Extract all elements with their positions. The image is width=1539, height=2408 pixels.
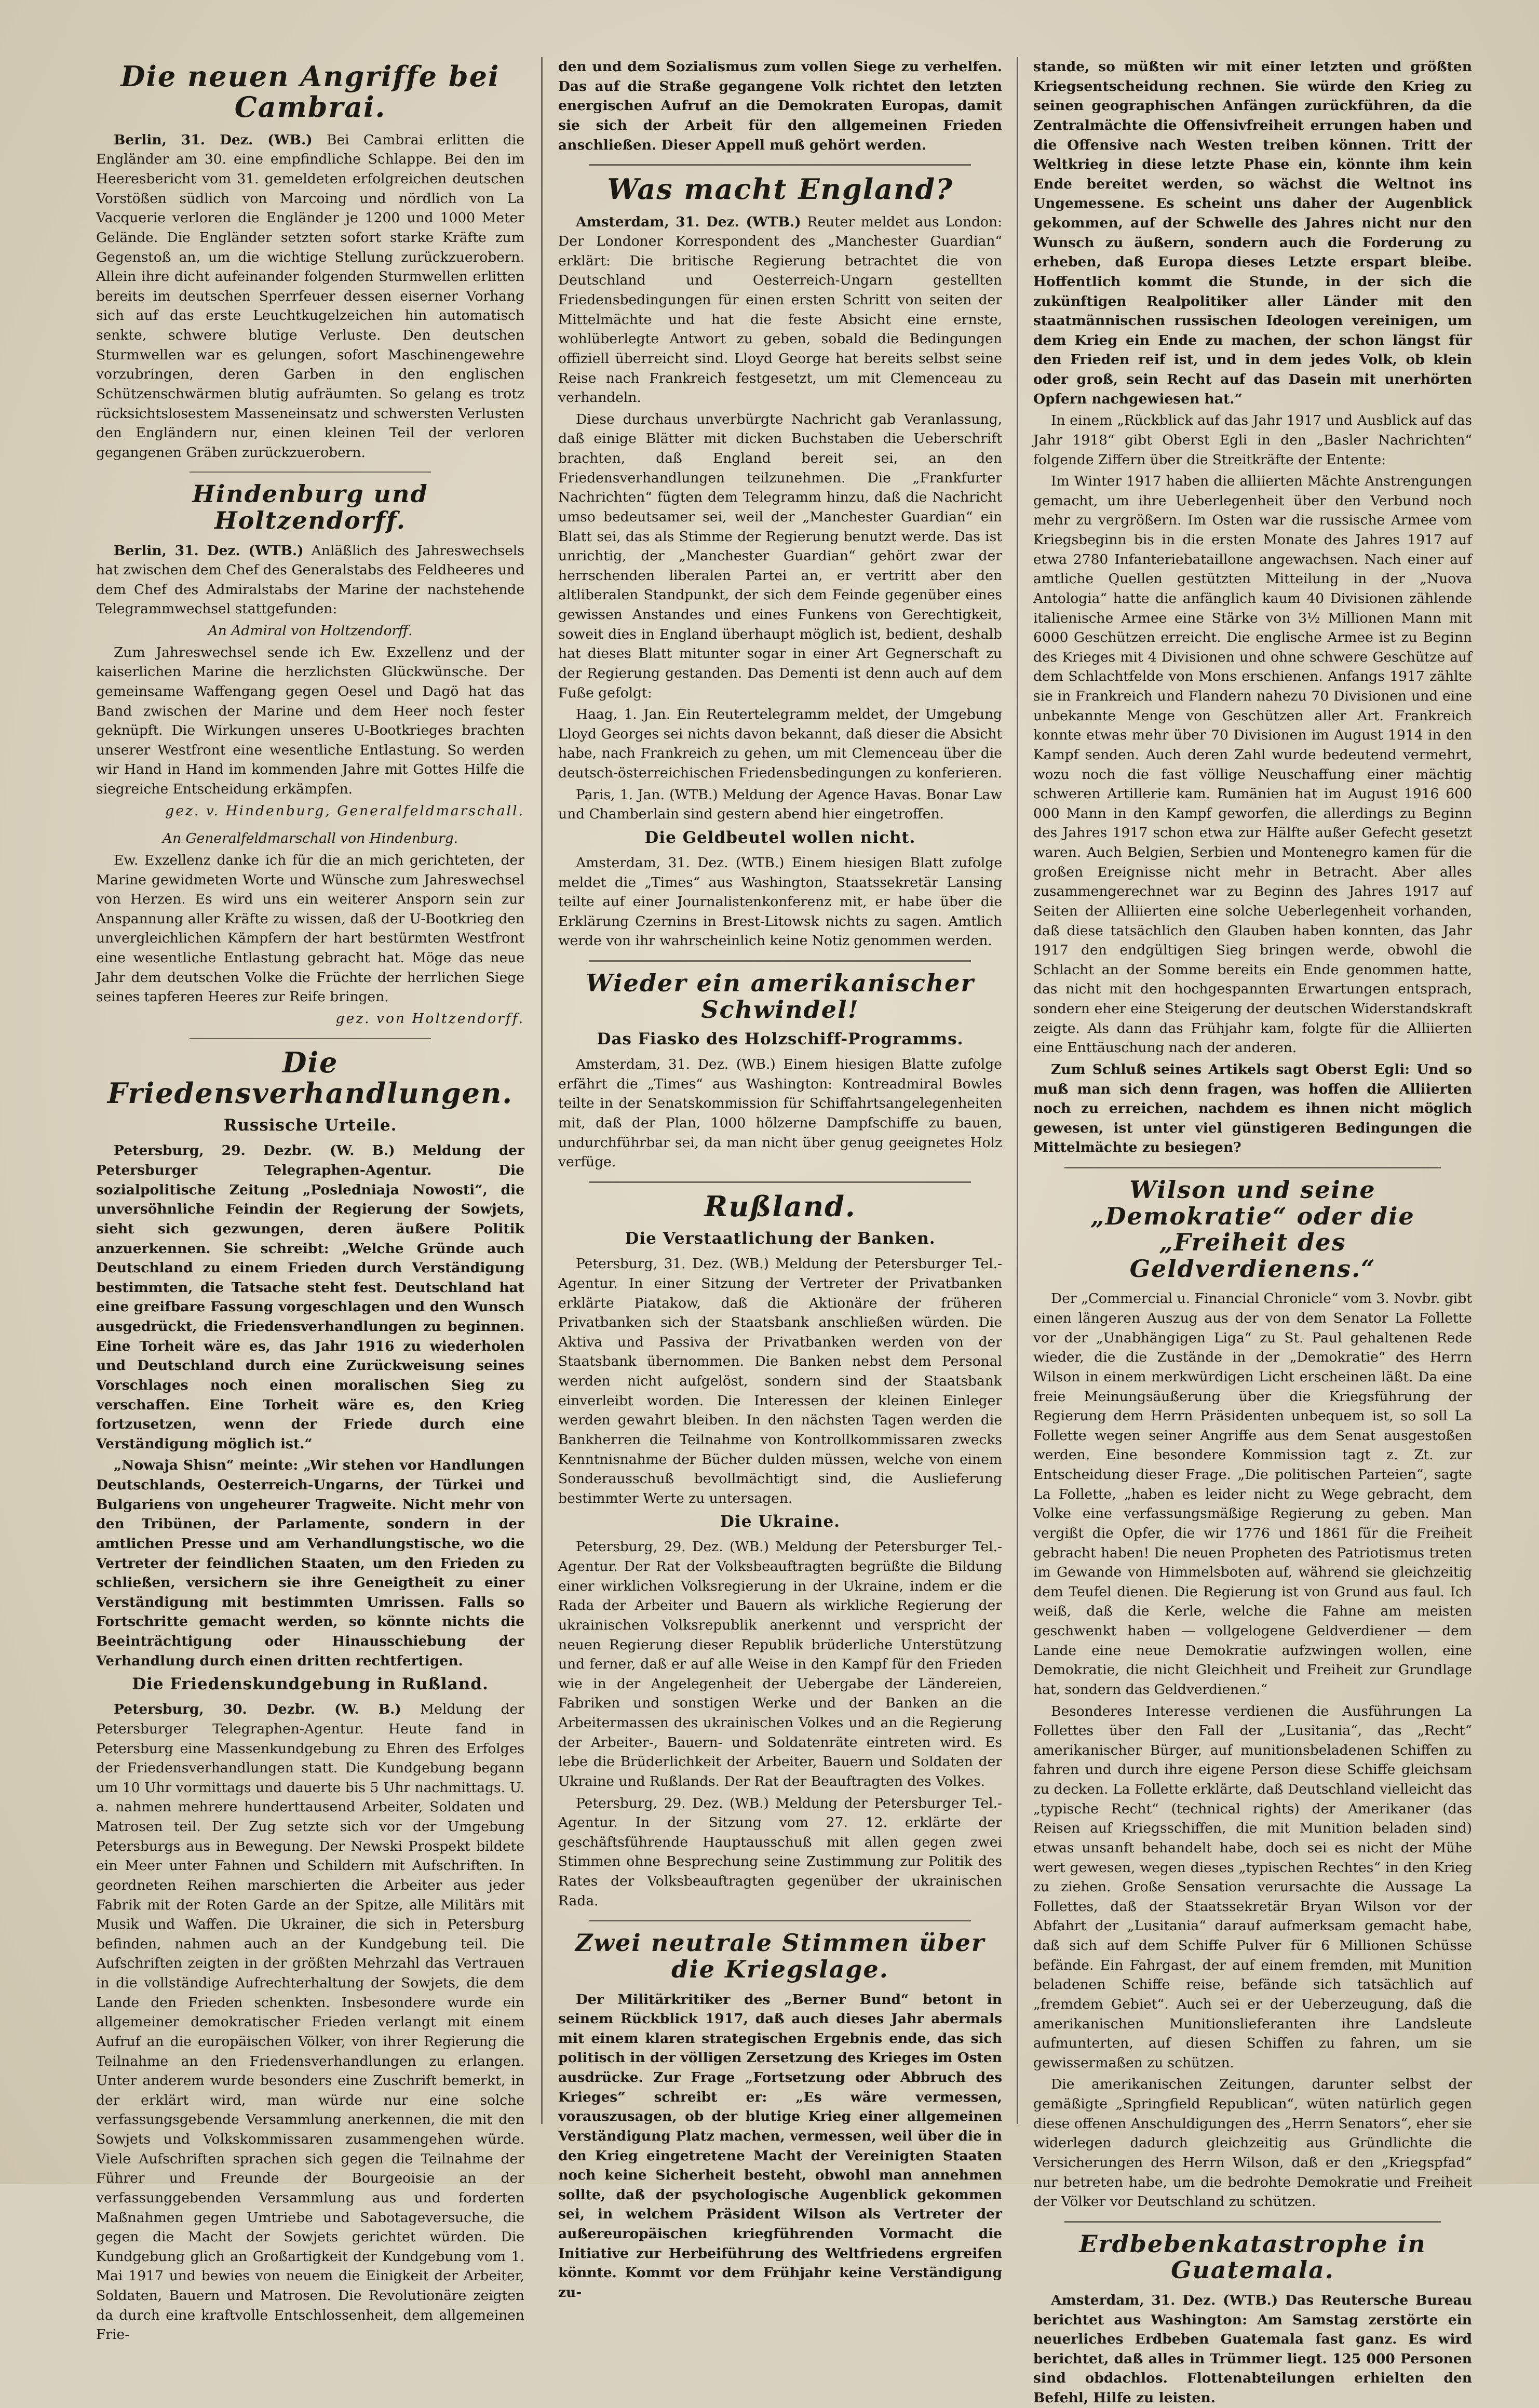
article-body: Die amerikanischen Zeitungen, darunter selbst der gemäßigte „Springfield Republican“, wüten natürlich gegen diese offenen Anschuldigungen des „Herrn Senators“, eher sie widerlegen dadurch gleichzeitig aus Gründlichte die Versicherungen des Herrn Wilson, daß er den „Kriegspfad“ nur betreten habe, um die bedrohte Demokratie und Freiheit der Völker vor Deutschland zu schützen. [1033,2076,1472,2210]
article-body: Paris, 1. Jan. (WTB.) Meldung der Agence Havas. Bonar Law und Chamberlain sind gestern abend hier eingetroffen. [558,786,1002,823]
headline-england: Was macht England? [607,172,953,206]
addressee: An Admiral von Holtzendorff. [208,623,413,639]
article-body: Zum Schluß seines Artikels sagt Oberst Egli: Und so muß man sich denn fragen, was hoffen die Alliierten noch zu erreichen, nachdem es ihnen nicht möglich gewesen, ist unter viel günstigeren Bedingungen die Mittelmächte zu besiegen? [1033,1061,1472,1156]
separator [1064,2221,1441,2223]
headline-cambrai: Die neuen Angriffe bei Cambrai. [120,60,500,124]
headline-guatemala: Erdbebenkatastrophe in Guatemala. [1079,2229,1426,2284]
article-body: Petersburg, 30. Dezbr. (W. B.) Meldung der Petersburger Telegraphen-Agentur. Heute fand in Petersburg eine Massenkundgebung zu Ehren des Erfolges der Friedensverhandlungen statt. Die Kundgebung begann um 10 Uhr vormittags und dauerte bis 5 Uhr nachmittags. U. a. nahmen mehrere hunderttausend Arbeiter, Soldaten und Matrosen teil. Der Zug setzte sich vor der Umgebung Petersburgs aus in Bewegung. Der Newski Prospekt bildete ein Meer unter Fahnen und Schildern mit Aufschriften. In geordneten Reihen marschierten die Arbeiter aus jeder Fabrik mit der Roten Garde an der Spitze, alle Militärs mit Musik und Waffen. Die Ukrainer, die sich in Petersburg befinden, nahmen auch an der Kundgebung teil. Die Aufschriften zeigten in der größten Mehrzahl das Vertrauen in die vollständige Aufrechterhaltung der Sowjets, die dem Lande den Frieden schenkten. Insbesondere wurde ein allgemeiner demokratischer Frieden verlangt mit einem Aufruf an die europäischen Völker, von ihrer Regierung die Teilnahme an den Friedensverhandlungen zu erlangen. Unter anderem wurde besonders eine Zuschrift bemerkt, in der erklärt wird, man würde nur eine solche verfassungsgebende Versammlung anerkennen, die mit den Sowjets und Volkskommissaren zusammengehen würde. Viele Aufschriften sprachen sich gegen die Teilnahme der Führer und Freunde der Bourgeoisie an der verfassunggebenden Versammlung aus und forderten Maßnahmen gegen Umtriebe und Sabotageversuche, die gegen die Macht der Sowjets gerichtet würden. Die Kundgebung glich an Großartigkeit der Kundgebung vom 1. Mai 1917 und bewies von neuem die Einigkeit der Arbeiter, Soldaten, Bauern und Matrosen. Die Revolutionäre zeigten da durch eine kraftvolle Entschlossenheit, dem allgemeinen Frie- [96,1701,524,2343]
separator [589,1920,971,1921]
signature: gez. v. Hindenburg, Generalfeldmarschall. [165,802,524,819]
article-body: Berlin, 31. Dez. (WB.) Bei Cambrai erlitten die Engländer am 30. eine empfindliche Schlappe. Bei den im Heeresbericht vom 31. gemeldeten erfolgreichen deutschen Vorstößen südlich von Marcoing und nördlich von La Vacquerie verloren die Engländer je 1200 und 1000 Meter Gelände. Die Engländer setzten sofort starke Kräfte zum Gegenstoß an, um die wichtige Stellung zurückzuerobern. Allein ihre dicht aufeinander folgenden Sturmwellen erlitten bereits im deutschen Sperrfeuer dessen eiserner Vorhang sich auf das erste Leuchtkugelzeichen hin automatisch senkte, schwere blutige Verluste. Den deutschen Sturmwellen war es gelungen, sofort Maschinengewehre vorzubringen, deren Garben in den englischen Schützenschwärmen blutig aufräumten. So gelang es trotz rücksichtslosestem Masseneinsatz und schwersten Verlusten den Engländern nur, einen kleinen Teil der verloren gegangenen Gräben zurückzuerobern. [96,131,524,461]
article-body: Der Militärkritiker des „Berner Bund“ betont in seinem Rückblick 1917, daß auch dieses Jahr abermals mit einem klaren strategischen Ergebnis ende, das sich politisch in der völligen Zersetzung des Krieges im Osten ausdrücke. Zur Frage „Fortsetzung oder Abbruch des Krieges“ schreibt er: „Es wäre vermessen, vorauszusagen, ob der blutige Krieg einer allgemeinen Verständigung Platz machen, vermessen, weil über die in den Krieg eingetretene Macht der Vereinigten Staaten noch keine Sicherheit besteht, obwohl man annehmen sollte, daß der psychologische Augenblick gekommen sei, in welchem Präsident Wilson als Vertreter der außereuropäischen kriegführenden Vormacht die Initiative zur Herbeiführung des Weltfriedens ergreifen könnte. Kommt vor dem Frühjahr keine Verständigung zu- [558,1991,1002,2301]
article-russland [558,1191,1002,1911]
article-schwindel [558,970,1002,1172]
article-body: Im Winter 1917 haben die alliierten Mächte Anstrengungen gemacht, um ihre Ueberlegenheit über den Verbund noch mehr zu vergrößern. Im Osten war die russische Armee vom Kriegsbeginn bis in die ersten Monate des Jahres 1917 auf etwa 2780 Infanteriebataillone angewachsen. Nach einer auf amtliche Quellen gestützten Mitteilung in der „Nuova Antologia“ hatte die anfänglich kaum 40 Divisionen zählende italienische Armee eine Stärke von 3½ Millionen Mann mit 6000 Geschützen erreicht. Die englische Armee ist zu Beginn des Krieges mit 4 Divisionen und ohne schwere Geschütze auf dem Schlachtfelde von Mons erschienen. Anfangs 1917 zählte sie in Frankreich und Flandern nahezu 70 Divisionen und eine unbekannte Menge von Geschützen aller Art. Frankreich konnte etwas mehr über 70 Divisionen im August 1914 in den Kampf senden. Auch deren Zahl wurde bedeutend vermehrt, wozu noch die fast völlige Neuschaffung einer mächtig schweren Artillerie kam. Rumänien hat im August 1916 600 000 Mann in den Kampf geworfen, die allerdings zu Beginn des Jahres 1917 schon etwa zur Hälfte außer Gefecht gesetzt waren. Auch Belgien, Serbien und Montenegro kamen für die großen Ereignisse nicht mehr in Betracht. Aber alles zusammengerechnet war zu Beginn des Jahres 1917 auf Seiten der Alliierten eine solche Ueberlegenheit vorhanden, daß diese tatsächlich den Glauben haben konnten, das Jahr 1917 den endgültigen Sieg bringen werde, obwohl die Schlacht an der Somme bereits ein Ende genommen hatte, das nicht mit den hochgespannten Erwartungen entsprach, sondern eher eine Steigerung der deutschen Widerstandskraft zeigte. Als dann das Frühjahr kam, folgte für die Alliierten eine Enttäuschung nach der anderen. [1033,473,1472,1056]
article-wilson [1033,1177,1472,2212]
article-body: Besonderes Interesse verdienen die Ausführungen La Follettes über den Fall der „Lusitania“, das „Recht“ amerikanischer Bürger, auf munitionsbeladenen Schiffen zu fahren und durch ihre eigene Person diese Schiffe gleichsam zu decken. La Follette erklärte, daß Deutschland vielleicht das „typische Recht“ (technical rights) der Amerikaner (das Reisen auf Kriegsschiffen, die mit Munition beladen sind) etwas unsanft behandelt habe, doch sei es nicht der Mühe wert gewesen, wegen dieses „typischen Rechtes“ in den Krieg zu ziehen. Große Sensation verursachte die Aussage La Follettes, daß der Staatssekretär Bryan Wilson vor der Abfahrt der „Lusitania“ darauf aufmerksam gemacht habe, daß sich auf dem Schiffe Pulver für 6 Millionen Schüsse befände. Ein Fahrgast, der auf einem fremden, mit Munition beladenen Schiffe reise, befände sich tatsächlich auf „fremdem Gebiet“. Auch sei er der Ueberzeugung, daß die amerikanischen Munitionslieferanten ihre Landsleute aufmunterten, auf diesen Schiffen zu fahren, um sie gewissermaßen zu schützen. [1033,1703,1472,2071]
article-england [558,174,1002,951]
article-body: Amsterdam, 31. Dez. (WTB.) Einem hiesigen Blatt zufolge meldet die „Times“ aus Washington, Staatssekretär Lansing teilte auf einer Journalistenkonferenz mit, er habe über die Erklärung Czernins in Brest-Litowsk nichts zu sagen. Amtlich werde von ihr wahrscheinlich keine Notiz genommen werden. [558,854,1002,949]
article-hindenburg [96,481,524,1028]
separator [589,1181,971,1183]
article-body: Petersburg, 29. Dez. (WB.) Meldung der Petersburger Tel.-Agentur. Der Rat der Volksbeauftragten begrüßte die Bildung einer wirklichen Volksregierung in der Ukraine, indem er die Rada der Arbeiter und Bauern als wirkliche Regierung der ukrainischen Volksrepublik anerkennt und verspricht der neuen Regierung dieser Republik brüderliche Unterstützung und ferner, daß er auf alle Weise in den Kampf für den Frieden wie in der Angelegenheit der Uebergabe der Ländereien, Fabriken und sonstigen Werke und der Banken an die Arbeitermassen des ukrainischen Volkes und an die Regierung der Arbeiter-, Bauern- und Soldatenräte eintreten wird. Es lebe die Brüderlichkeit der Arbeiter, Bauern und Soldaten der Ukraine und Rußlands. Der Rat der Beauftragten des Volkes. [558,1539,1002,1790]
article-body: Petersburg, 31. Dez. (WB.) Meldung der Petersburger Tel.-Agentur. In einer Sitzung der Vertreter der Privatbanken erklärte Piatakow, daß die Aktionäre der früheren Privatbanken sich der Staatsbank anschließen würden. Die Aktiva und Passiva der Privatbanken werden von der Staatsbank übernommen. Die Banken nebst dem Personal werden nicht aufgelöst, sondern sind der Staatsbank einverleibt worden. Die Interessen der kleinen Einleger werden gewahrt bleiben. In den nächsten Tagen werden die Bankherren die Teilnahme von Kontrollkommissaren zwecks Kenntnisnahme der Bücher dulden müssen, welche von einem Sonderausschuß bevollmächtigt sind, die Auslieferung bestimmter Werte zu untersagen. [558,1256,1002,1506]
article-cambrai [96,61,524,462]
subheadline: Die Ukraine. [720,1512,840,1531]
subheadline: Das Fiasko des Holzschiff-Programms. [597,1030,964,1049]
column-3 [1033,57,1472,2406]
column-2 [558,57,1002,2301]
article-body: In einem „Rückblick auf das Jahr 1917 und Ausblick auf das Jahr 1918“ gibt Oberst Egli in den „Basler Nachrichten“ folgende Ziffern über die Streitkräfte der Entente: [1033,412,1472,468]
separator [190,1038,431,1039]
article-friedensverhandlungen [96,1047,524,2345]
article-body: Berlin, 31. Dez. (WTB.) Anläßlich des Jahreswechsels hat zwischen dem Chef des Generalstabs des Feldheeres und dem Chef des Admiralstabs der Marine der nachstehende Telegrammwechsel stattgefunden: [96,542,524,617]
subheadline: Die Friedenskundgebung in Rußland. [132,1675,489,1694]
headline-schwindel: Wieder ein amerikanischer Schwindel! [586,969,975,1024]
article-body: Haag, 1. Jan. Ein Reutertelegramm meldet, der Umgebung Lloyd Georges sei nichts davon bekannt, daß dieser die Absicht habe, nach Frankreich zu gehen, um mit Clemenceau über die deutsch-österreichischen Friedensbedingungen zu konferieren. [558,706,1002,782]
article-body: Amsterdam, 31. Dez. (WTB.) Das Reutersche Bureau berichtet aus Washington: Am Samstag zerstörte ein neuerliches Erdbeben Guatemala fast ganz. Es wird berichtet, daß alles in Trümmer liegt. 125 000 Personen sind obdachlos. Flottenabteilungen erhielten den Befehl, Hilfe zu leisten. [1033,2292,1472,2406]
article-body: Petersburg, 29. Dezbr. (W. B.) Meldung der Petersburger Telegraphen-Agentur. Die sozialpolitische Zeitung „Posledniaja Nowosti“, die unversöhnliche Feindin der Regierung der Sowjets, sieht sich gezwungen, deren äußere Politik anzuerkennen. Sie schreibt: „Welche Gründe auch Deutschland zu einem Frieden durch Verständigung bestimmten, die Tatsache steht fest. Deutschland hat eine greifbare Fassung vorgeschlagen und den Wunsch ausgedrückt, die Friedensverhandlungen zu beginnen. Eine Torheit wäre es, das Jahr 1916 zu wiederholen und Deutschland durch eine Zurückweisung seines Vorschlages noch einen moralischen Sieg zu verschaffen. Eine Torheit wäre es, den Krieg fortzusetzen, wenn der Friede durch eine Verständigung möglich ist.“ [96,1142,524,1452]
headline-friedensverhandlungen: Die Friedensverhandlungen. [107,1045,514,1110]
article-body: Der „Commercial u. Financial Chronicle“ vom 3. Novbr. gibt einen längeren Auszug aus der von dem Senator La Follette vor der „Unabhängigen Liga“ zu St. Paul gehaltenen Rede wieder, die die Zustände in der „Demokratie“ des Herrn Wilson in einem merkwürdigen Licht erscheinen läßt. Da eine freie Meinungsäußerung über die Kriegsführung der Regierung dem Herrn Präsidenten unbequem ist, so soll La Follette wegen seiner Angriffe aus dem Senat ausgestoßen werden. Eine besondere Kommission tagt z. Zt. zur Entscheidung dieser Frage. „Die politischen Parteien“, sagte La Follette, „haben es leider nicht zu Wege gebracht, dem Volke eine verfassungsmäßige Regierung zu geben. Man vergißt die Opfer, die wir 1776 und 1861 für die Freiheit gebracht haben! Die neuen Propheten des Patriotismus treten im Gewande von Himmelsboten auf, während sie gleichzeitig dem Teufel dienen. Die Regierung ist von Grund aus faul. Ich weiß, daß die Kerle, welche die Fahne am meisten geschwenkt haben — vollgelogene Geldverdiener — dem Lande eine neue Demokratie aufzwingen wollen, eine Demokratie, die nicht Gleichheit und Freiheit zur Grundlage hat, sondern das Geldverdienen.“ [1033,1290,1472,1698]
separator [589,164,971,166]
column-rule [1017,57,1018,2124]
article-guatemala [1033,2231,1472,2408]
column-rule [541,57,543,2124]
separator [1064,1167,1441,1168]
article-body: Amsterdam, 31. Dez. (WTB.) Reuter meldet aus London: Der Londoner Korrespondent des „Manchester Guardian“ erklärt: Die britische Regierung betrachtet die von Deutschland und Oesterreich-Ungarn gestellten Friedensbedingungen für einen ersten Schritt von seiten der Mittelmächte und hat die feste Absicht eine ernste, wohlüberlegte Antwort zu geben, sobald die Bedingungen offiziell überreicht sind. Lloyd George hat bereits selbst seine Reise nach Frankreich festgesetzt, um mit Clemenceau zu verhandeln. [558,213,1002,406]
headline-russland: Rußland. [704,1189,856,1223]
column-1 [96,57,524,2343]
headline-wilson: Wilson und seine „Demokratie“ oder die „Freiheit des Geldverdienens.“ [1090,1176,1415,1283]
continued-text: den und dem Sozialismus zum vollen Siege zu verhelfen. Das auf die Straße gegangene Volk richtet den letzten energischen Aufruf an die Demokraten Europas, damit sie sich der Arbeit für den allgemeinen Frieden anschließen. Dieser Appell muß gehört werden. [558,59,1002,153]
headline-neutrale-stimmen: Zwei neutrale Stimmen über die Kriegslage. [575,1929,986,1983]
article-body: Diese durchaus unverbürgte Nachricht gab Veranlassung, daß einige Blätter mit dicken Buchstaben die Ueberschrift brachten, daß England bereit sei, an den Friedensverhandlungen teilzunehmen. Die „Frankfurter Nachrichten“ fügten dem Telegramm hinzu, daß die Nachricht umso bedeutsamer sei, weil der „Manchester Guardian“ ein Blatt sei, das als Stimme der Regierung benutzt werde. Das ist unrichtig, der „Manchester Guardian“ gehört zwar der herrschenden liberalen Partei an, er vertritt aber den altliberalen Standpunkt, der sich dem Feinde gegenüber eines gewissen Anstandes und eines Funkens von Gerechtigkeit, soweit dies in England überhaupt möglich ist, bedient, deshalb hat dieses Blatt mitunter sogar in einer Art Gegnerschaft zu der Regierung gestanden. Das Dementi ist denn auch auf dem Fuße gefolgt: [558,411,1002,701]
subheadline: Die Verstaatlichung der Banken. [625,1229,936,1248]
separator [589,960,971,962]
separator [190,472,431,473]
addressee: An Generalfeldmarschall von Hindenburg. [162,830,458,847]
signature: gez. von Holtzendorff. [335,1010,524,1027]
dateline: Berlin, 31. Dez. (WB.) [114,131,313,148]
article-body: Petersburg, 29. Dez. (WB.) Meldung der Petersburger Tel.-Agentur. In der Sitzung vom 27. 12. erklärte der geschäftsführende Hauptausschuß mit allen gegen zwei Stimmen ohne Besprechung seine Zustimmung zur Politik des Rates der Volksbeauftragten gegenüber der ukrainischen Rada. [558,1795,1002,1909]
article-body: Amsterdam, 31. Dez. (WB.) Einem hiesigen Blatte zufolge erfährt die „Times“ aus Washington: Kontreadmiral Bowles teilte in der Senatskommission für Schiffahrtsangelegenheiten mit, daß der Plan, 1000 hölzerne Dampfschiffe zu bauen, undurchführbar sei, da man nicht über genug geeignetes Holz verfüge. [558,1056,1002,1171]
subheadline: Die Geldbeutel wollen nicht. [644,828,916,847]
article-body: „Nowaja Shisn“ meinte: „Wir stehen vor Handlungen Deutschlands, Oesterreich-Ungarns, der Türkei und Bulgariens von ungeheurer Tragweite. Nicht mehr von den Tribünen, der Parlamente, sondern in der amtlichen Presse und am Verhandlungstische, wo die Vertreter der feindlichen Staaten, um den Frieden zu schließen, versichern sie ihre Geneigtheit zu einer Verständigung mit bestimmten Umrissen. Falls so Fortschritte gemacht werden, so könnte nichts die Beeinträchtigung oder Hinausschiebung der Verhandlung durch einen dritten rechtfertigen. [96,1457,524,1669]
subheadline: Russische Urteile. [223,1116,397,1135]
telegram-text: Ew. Exzellenz danke ich für die an mich gerichteten, der Marine gewidmeten Worte und Wünsche zum Jahreswechsel von Herzen. Es wird uns ein weiterer Ansporn sein zur Anspannung aller Kräfte zu wissen, daß der U-Bootkrieg den unvergleichlichen Kämpfern der hart bestürmten Westfront eine wesentliche Entlastung gebracht hat. Möge das neue Jahr dem deutschen Volke die Früchte der herrlichen Siege seines tapferen Heeres zur Reife bringen. [96,852,524,1005]
headline-hindenburg: Hindenburg und Holtzendorff. [192,480,428,534]
article-neutrale-stimmen [558,1930,1002,2302]
telegram-text: Zum Jahreswechsel sende ich Ew. Exzellenz und der kaiserlichen Marine die herzlichsten Glückwünsche. Der gemeinsame Waffengang gegen Oesel und Dagö hat das Band zwischen der Marine und dem Heer noch fester geknüpft. Die Wirkungen unseres U-Bootkrieges brachten unserer Westfront eine wesentliche Entlastung. So werden wir Hand in Hand im kommenden Jahre mit Gottes Hilfe die siegreiche Entscheidung erkämpfen. [96,644,524,798]
continued-text: stande, so müßten wir mit einer letzten und größten Kriegsentscheidung rechnen. Sie würde den Krieg zu seinen geographischen Anfängen zurückführen, da die Zentralmächte die Offensivfreiheit errungen haben und die Offensive nach Westen treiben können. Tritt der Weltkrieg in diese letzte Phase ein, könnte ihm kein Ende bereitet werden, so wächst die Weltnot ins Ungemessene. Es scheint uns daher der Augenblick gekommen, auf der Schwelle des Jahres nicht nur den Wunsch zu äußern, sondern auch die Forderung zu erheben, daß Europa dieses Letzte erspart bleibe. Hoffentlich kommt die Stunde, in der sich die zukünftigen Realpolitiker aller Länder mit den staatmännischen russischen Ideologen vereinigen, um dem Krieg ein Ende zu machen, der schon längst für den Frieden reif ist, und in dem jedes Volk, ob klein oder groß, sein Recht auf das Dasein mit unerhörten Opfern nachgewiesen hat.“ [1033,59,1472,407]
